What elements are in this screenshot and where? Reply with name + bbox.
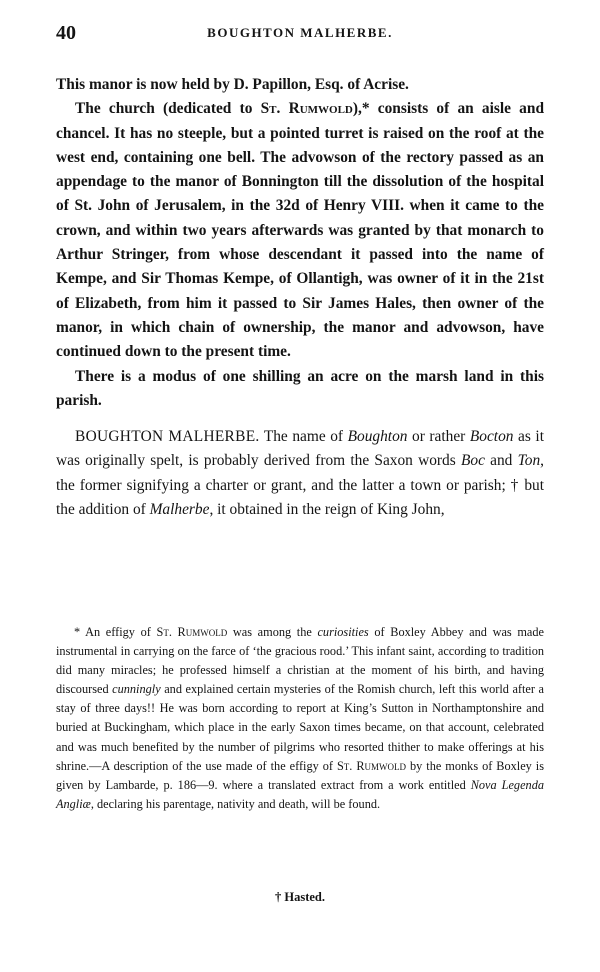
- text-run: and explained certain mysteries of the Romish church, left this world after a stay of three days!! He was born according to report at King’s Sutton in Northamptonshire and buried at Buckingham, which place in the early Saxon times became, on that account, celebrated and was much benefited by the number of pilgrims who resorted thither to make offerings at his shrine.—A description of the use made of the effigy of: [56, 682, 544, 773]
- text-run: and: [484, 452, 518, 470]
- text-run: was among the: [227, 625, 318, 639]
- italic-term: Ton: [517, 452, 541, 470]
- text-run: , declaring his parentage, nativity and death, will be found.: [90, 796, 381, 811]
- italic-term: cunningly: [112, 682, 161, 697]
- paragraph-modus: There is a modus of one shilling an acre on the marsh land in this parish.: [56, 367, 544, 409]
- text-run: of Boxley Abbey and was made instrumental in carrying on the farce of ‘the gracious rood.’ This infant saint, according to tradition did many miracles; he professed himself a christian at the moment of his birth, and having discoursed: [56, 625, 544, 697]
- text-run: The church (dedicated to: [75, 100, 261, 118]
- footnote-rumwold: [56, 623, 544, 814]
- text-run: * An effigy of: [74, 625, 157, 639]
- footnote-hasted: † Hasted.: [275, 890, 325, 904]
- italic-term: Boughton: [347, 428, 408, 446]
- text-run: ),* consists of an aisle and chancel. It has no steeple, but a pointed turret is raised on the roof at the west end, containing one bell. The advowson of the rectory passed as an appendage to the manor of Bonnington till the dissolution of the hospital of St. John of Jerusalem, in the 32d of Henry VIII. when it came to the crown, and within two years afterwards was granted by that monarch to Arthur Stringer, from whose descendant it passed into the name of Kempe, and Sir Thomas Kempe, of Ollantigh, was owner of it in the 21st of Elizabeth, from him it passed to Sir James Hales, then owner of the manor, in which chain of ownership, the manor and advowson, have continued down to the present time.: [56, 100, 544, 361]
- text-run: or rather: [407, 428, 470, 446]
- text-run: as it was originally spelt, is probably derived from the Saxon words: [56, 428, 544, 470]
- section-heading: BOUGHTON MALHERBE.: [75, 428, 260, 446]
- text-run: , it obtained in the reign of King John,: [209, 501, 445, 519]
- paragraph-boughton: [56, 425, 544, 522]
- saint-name: St. Rumwold: [156, 625, 228, 639]
- italic-term: Malherbe: [149, 501, 210, 519]
- text-run: by the monks of Boxley is given by Lambarde, p. 186—9. where a translated extract from a work entitled: [56, 758, 545, 792]
- paragraph-manor: This manor is now held by D. Papillon, Esq. of Acrise.: [56, 76, 409, 93]
- running-head: BOUGHTON MALHERBE.: [207, 25, 393, 40]
- paragraph-church: [56, 97, 544, 364]
- italic-title: Nova Legenda Angliæ: [56, 777, 544, 811]
- italic-term: Bocton: [469, 428, 514, 446]
- page-header: [56, 22, 544, 44]
- italic-term: curiosities: [317, 625, 369, 639]
- text-run: , the former signifying a charter or grant, and the latter a town or parish; † but the addition of: [56, 452, 545, 519]
- italic-term: Boc: [460, 452, 485, 470]
- saint-name: St. Rumwold: [260, 100, 353, 118]
- page-number: 40: [56, 22, 76, 44]
- paragraph-gap: [56, 413, 544, 425]
- footnotes: [56, 623, 544, 814]
- saint-name: St. Rumwold: [336, 758, 407, 773]
- main-text: [56, 73, 544, 522]
- text-run: The name of: [259, 428, 348, 446]
